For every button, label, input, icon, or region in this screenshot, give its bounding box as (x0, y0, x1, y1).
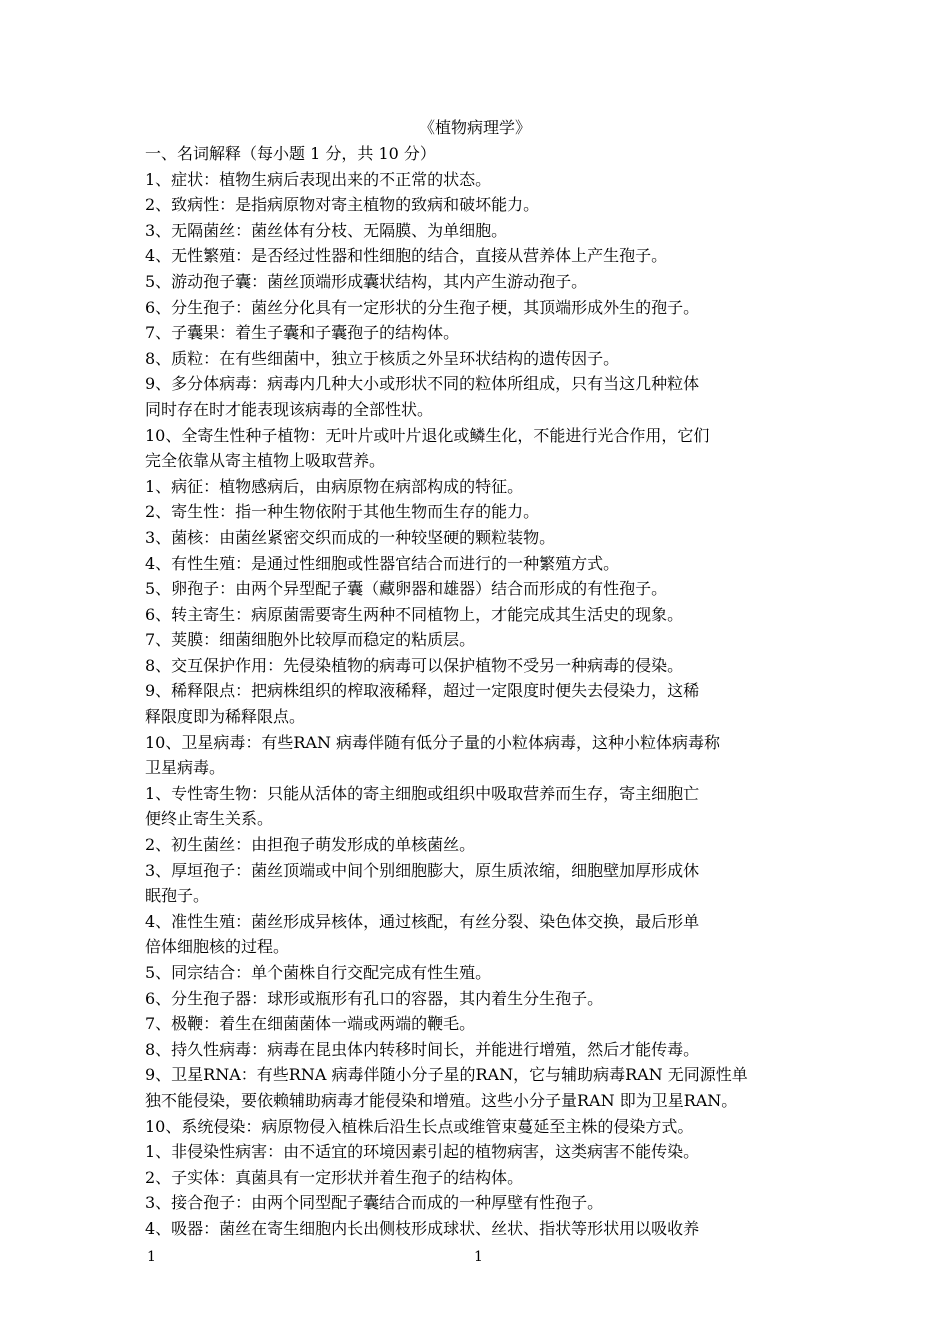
text-line: 一、名词解释（每小题 1 分，共 10 分） (145, 144, 436, 163)
text-line: 9、稀释限点：把病株组织的榨取液稀释，超过一定限度时便失去侵染力，这稀 (145, 681, 700, 701)
text-line: 8、质粒：在有些细菌中，独立于核质之外呈环状结构的遗传因子。 (145, 348, 620, 368)
document-title: 《植物病理学》 (418, 118, 531, 137)
text-line: 6、分生孢子器：球形或瓶形有孔口的容器，其内着生分生孢子。 (145, 988, 604, 1008)
text-line: 5、游动孢子囊：菌丝顶端形成囊状结构，其内产生游动孢子。 (145, 271, 588, 291)
text-line: 3、接合孢子：由两个同型配子囊结合而成的一种厚壁有性孢子。 (145, 1193, 604, 1213)
text-line: 1、病征：植物感病后，由病原物在病部构成的特征。 (145, 476, 524, 496)
text-line: 5、卵孢子：由两个异型配子囊（藏卵器和雄器）结合而形成的有性孢子。 (145, 579, 668, 599)
text-line: 4、吸器：菌丝在寄生细胞内长出侧枝形成球状、丝状、指状等形状用以吸收养 (145, 1218, 700, 1238)
text-line: 眠孢子。 (145, 886, 210, 906)
text-line: 3、无隔菌丝：菌丝体有分枝、无隔膜、为单细胞。 (145, 220, 508, 240)
document-body (145, 141, 813, 1242)
text-line: 释限度即为稀释限点。 (145, 707, 306, 727)
footer-page-number-left: 1 (147, 1249, 156, 1265)
text-line: 卫星病毒。 (145, 758, 226, 778)
text-line: 3、厚垣孢子：菌丝顶端或中间个别细胞膨大，原生质浓缩，细胞壁加厚形成休 (145, 860, 700, 880)
text-line: 1、症状：植物生病后表现出来的不正常的状态。 (145, 169, 492, 189)
text-line: 10、全寄生性种子植物：无叶片或叶片退化或鳞生化，不能进行光合作用，它们 (145, 425, 710, 445)
footer-page-number-center: 1 (474, 1249, 483, 1265)
text-line: 4、准性生殖：菌丝形成异核体，通过核配，有丝分裂、染色体交换，最后形单 (145, 911, 700, 931)
text-line: 独不能侵染，要依赖辅助病毒才能侵染和增殖。这些小分子量RAN 即为卫星RAN。 (145, 1090, 738, 1110)
text-line: 9、多分体病毒：病毒内几种大小或形状不同的粒体所组成，只有当这几种粒体 (145, 374, 700, 394)
text-line: 同时存在时才能表现该病毒的全部性状。 (145, 399, 434, 419)
text-line: 便终止寄生关系。 (145, 809, 274, 829)
text-line: 完全依靠从寄主植物上吸取营养。 (145, 451, 386, 471)
text-line: 8、交互保护作用：先侵染植物的病毒可以保护植物不受另一种病毒的侵染。 (145, 655, 684, 675)
text-line: 6、转主寄生：病原菌需要寄生两种不同植物上，才能完成其生活史的现象。 (145, 604, 684, 624)
text-line: 8、持久性病毒：病毒在昆虫体内转移时间长，并能进行增殖，然后才能传毒。 (145, 1039, 700, 1059)
text-line: 2、致病性：是指病原物对寄主植物的致病和破坏能力。 (145, 195, 540, 215)
text-line: 7、极鞭：着生在细菌菌体一端或两端的鞭毛。 (145, 1014, 476, 1034)
text-line: 1、非侵染性病害：由不适宜的环境因素引起的植物病害，这类病害不能传染。 (145, 1142, 700, 1162)
text-line: 1、专性寄生物：只能从活体的寄主细胞或组织中吸取营养而生存，寄主细胞亡 (145, 783, 700, 803)
text-line: 7、荚膜：细菌细胞外比较厚而稳定的粘质层。 (145, 630, 476, 650)
text-line: 2、子实体：真菌具有一定形状并着生孢子的结构体。 (145, 1167, 524, 1187)
text-line: 10、卫星病毒：有些RAN 病毒伴随有低分子量的小粒体病毒，这种小粒体病毒称 (145, 732, 721, 752)
text-line: 10、系统侵染：病原物侵入植株后沿生长点或维管束蔓延至主株的侵染方式。 (145, 1116, 694, 1136)
text-line: 3、菌核：由菌丝紧密交织而成的一种较坚硬的颗粒装物。 (145, 527, 556, 547)
text-line: 9、卫星RNA：有些RNA 病毒伴随小分子星的RAN，它与辅助病毒RAN 无同源性单 (145, 1065, 748, 1085)
text-line: 7、子囊果：着生子囊和子囊孢子的结构体。 (145, 323, 460, 343)
text-line: 倍体细胞核的过程。 (145, 937, 290, 957)
text-line: 6、分生孢子：菌丝分化具有一定形状的分生孢子梗，其顶端形成外生的孢子。 (145, 297, 700, 317)
text-line: 5、同宗结合：单个菌株自行交配完成有性生殖。 (145, 963, 492, 982)
text-line: 2、初生菌丝：由担孢子萌发形成的单核菌丝。 (145, 835, 476, 855)
text-line: 4、有性生殖：是通过性细胞或性器官结合而进行的一种繁殖方式。 (145, 553, 620, 573)
text-line: 2、寄生性：指一种生物依附于其他生物而生存的能力。 (145, 502, 540, 522)
text-line: 4、无性繁殖：是否经过性器和性细胞的结合，直接从营养体上产生孢子。 (145, 246, 668, 266)
